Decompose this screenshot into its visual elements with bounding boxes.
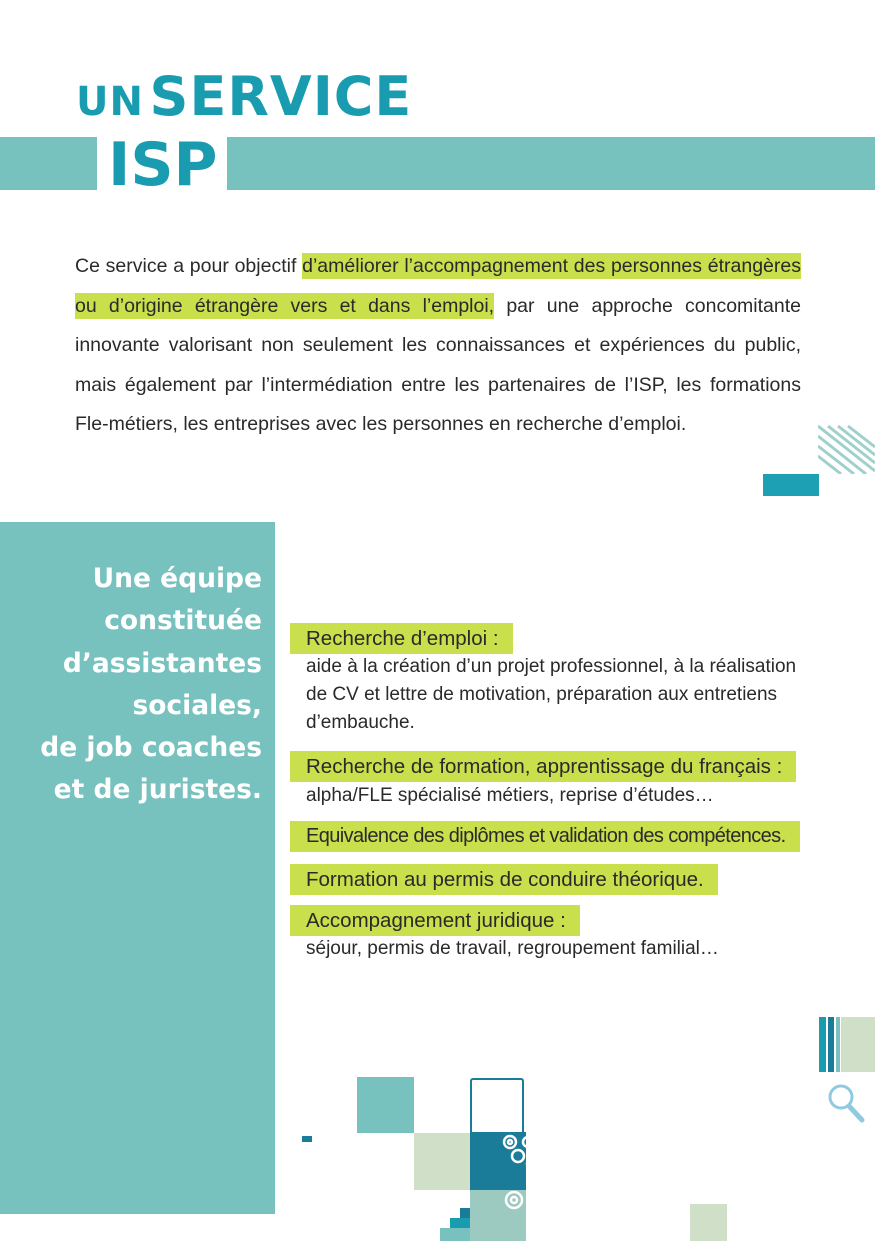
- intro-text-before: Ce service a pour objectif: [75, 255, 303, 277]
- deco-square: [690, 1204, 727, 1241]
- deco-dash: [302, 1136, 312, 1142]
- service-title-equivalence: Equivalence des diplômes et validation des compétences.: [290, 821, 800, 852]
- deco-square-outline: [470, 1078, 524, 1132]
- title-band-right: [227, 137, 875, 190]
- magnifier-icon: [826, 1082, 866, 1124]
- title-prefix: UN: [76, 79, 144, 125]
- service-desc-job-search: aide à la création d’un projet professionnel, à la réalisation de CV et lettre de motivation, préparation aux entretiens d’embauche.: [306, 656, 797, 733]
- deco-bar: [828, 1017, 834, 1072]
- service-title-job-search: Recherche d’emploi :: [290, 623, 513, 654]
- service-desc-legal: séjour, permis de travail, regroupement familial…: [306, 938, 719, 959]
- deco-step: [450, 1218, 470, 1228]
- deco-square: [414, 1133, 470, 1190]
- deco-square: [357, 1077, 414, 1133]
- teal-accent-bar: [763, 474, 819, 496]
- intro-paragraph: [75, 247, 801, 445]
- service-title-driving: Formation au permis de conduire théorique.: [290, 864, 718, 895]
- title-band-left: [0, 137, 97, 190]
- intro-text-after: par une approche concomitante innovante valorisant non seulement les connaissances et expériences du public, mais également par l’intermédiation entre les partenaires de l’ISP, les formations Fle-métiers, les entreprises avec les personnes en recherche d’emploi.: [75, 294, 801, 435]
- deco-square: [841, 1017, 875, 1072]
- gears-icon: [498, 1130, 548, 1220]
- deco-bar: [836, 1017, 840, 1072]
- deco-bar: [819, 1017, 826, 1072]
- deco-step: [440, 1228, 470, 1241]
- page-title-line2: ISP: [108, 130, 218, 200]
- intro-highlight: d’améliorer l’accompagnement des personnes étrangères ou d’origine étrangère vers et dans l’emploi,: [75, 255, 801, 317]
- service-title-training: Recherche de formation, apprentissage du français :: [290, 751, 796, 782]
- team-description: Une équipe constituée d’assistantes sociales, de job coaches et de juristes.: [40, 563, 262, 806]
- service-desc-training: alpha/FLE spécialisé métiers, reprise d’études…: [306, 785, 714, 806]
- title-main: SERVICE: [149, 65, 413, 128]
- stripes-decoration: [818, 424, 875, 474]
- deco-step: [460, 1208, 470, 1218]
- service-title-legal: Accompagnement juridique :: [290, 905, 580, 936]
- page-title-line1: [76, 65, 413, 128]
